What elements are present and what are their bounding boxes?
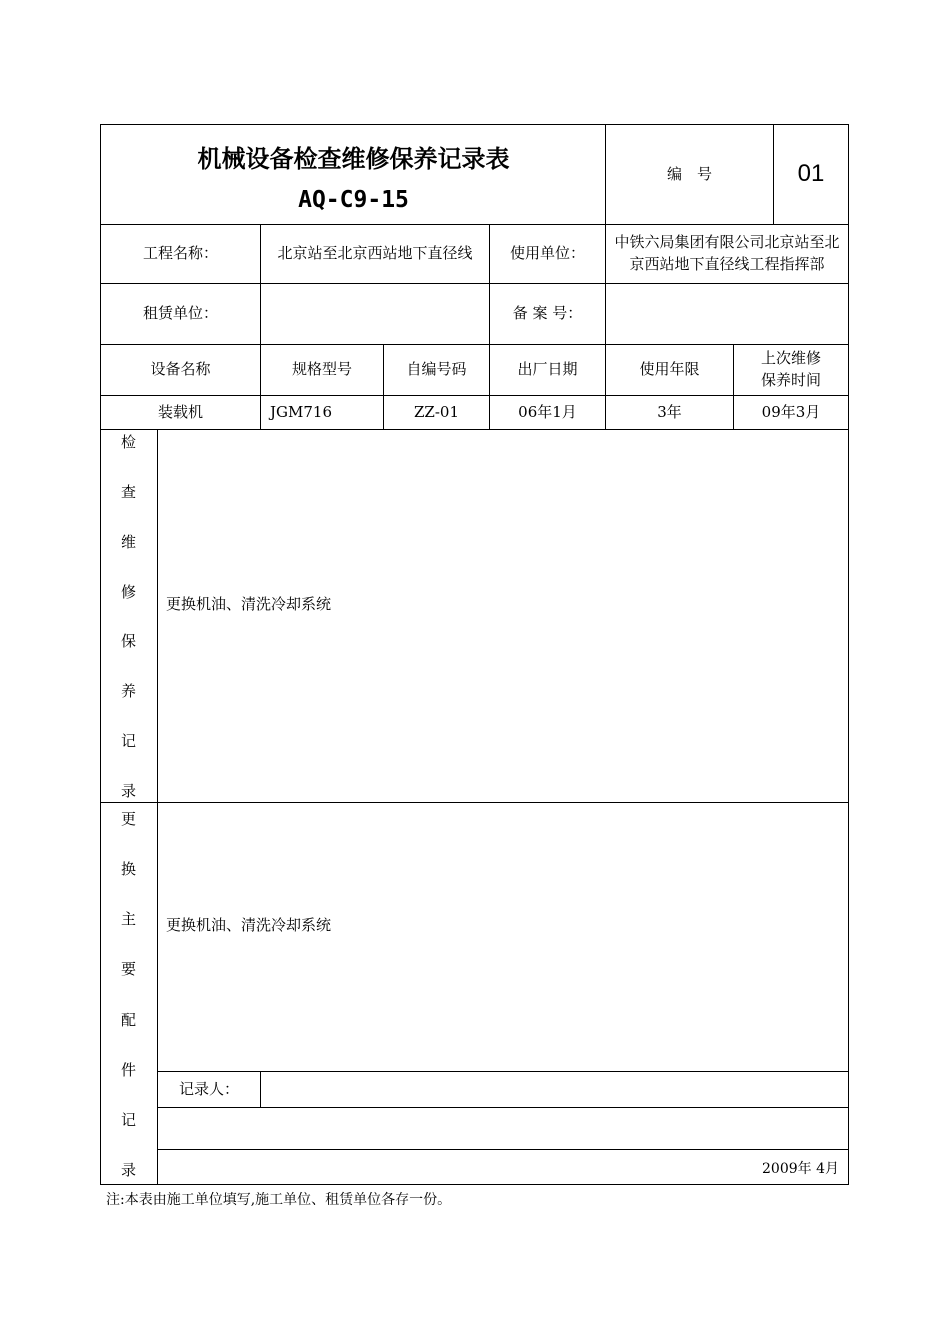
section2-char: 更 [120, 810, 136, 828]
section1-text: 更换机油、清洗冷却系统 [166, 595, 332, 613]
equipment-model: JGM716 [260, 395, 384, 430]
project-label: 工程名称： [100, 224, 261, 284]
column-header: 设备名称 [100, 344, 261, 396]
form-code: AQ-C9-15 [298, 187, 409, 213]
title-cell [100, 124, 606, 225]
section1-char: 查 [120, 482, 136, 501]
record-no-label: 备 案 号： [489, 283, 606, 345]
equipment-name: 装载机 [100, 395, 261, 430]
section2-char: 换 [120, 860, 136, 879]
section2-label [100, 808, 157, 1180]
section1-char: 养 [120, 682, 136, 701]
section2-char: 要 [120, 960, 136, 979]
column-header: 自编号码 [383, 344, 490, 396]
section2-content-cell [157, 802, 849, 1072]
date-row [157, 1149, 849, 1185]
record-date: 2009年 4月 [762, 1161, 839, 1177]
user-value: 中铁六局集团有限公司北京站至北京西站地下直径线工程指挥部 [605, 224, 849, 284]
lessor-label: 租赁单位： [100, 283, 261, 345]
section2-char: 录 [120, 1160, 136, 1179]
section2-char: 主 [120, 910, 136, 929]
record-form [100, 124, 849, 1185]
section1-char: 记 [120, 732, 136, 751]
record-no-value [605, 283, 849, 345]
blank-row [157, 1107, 849, 1150]
section2-char: 记 [120, 1110, 136, 1129]
section1-label [100, 431, 157, 801]
section1-char: 维 [120, 532, 136, 551]
section2-text: 更换机油、清洗冷却系统 [166, 916, 332, 934]
column-header: 规格型号 [260, 344, 384, 396]
lessor-value [260, 283, 490, 345]
column-header: 使用年限 [605, 344, 734, 396]
recorder-value [260, 1071, 849, 1108]
last-maintenance-date: 09年3月 [733, 395, 849, 430]
column-header: 上次维修保养时间 [733, 344, 849, 396]
form-title: 机械设备检查维修保养记录表 [197, 145, 510, 173]
section1-char: 保 [120, 632, 136, 651]
recorder-label: 记录人： [157, 1071, 261, 1108]
equipment-number: ZZ-01 [383, 395, 490, 430]
section1-char: 检 [120, 433, 136, 451]
project-value: 北京站至北京西站地下直径线 [260, 224, 490, 284]
footnote: 注:本表由施工单位填写,施工单位、租赁单位各存一份。 [106, 1192, 452, 1208]
service-years: 3年 [605, 395, 734, 430]
manufacture-date: 06年1月 [489, 395, 606, 430]
number-label: 编 号 [605, 124, 774, 225]
section1-content-cell [157, 429, 849, 803]
user-label: 使用单位： [489, 224, 606, 284]
column-header: 出厂日期 [489, 344, 606, 396]
number-value: 01 [773, 124, 849, 225]
section1-char: 录 [120, 781, 136, 800]
section2-char: 配 [120, 1010, 136, 1029]
section1-char: 修 [120, 582, 136, 601]
section2-char: 件 [120, 1060, 136, 1079]
